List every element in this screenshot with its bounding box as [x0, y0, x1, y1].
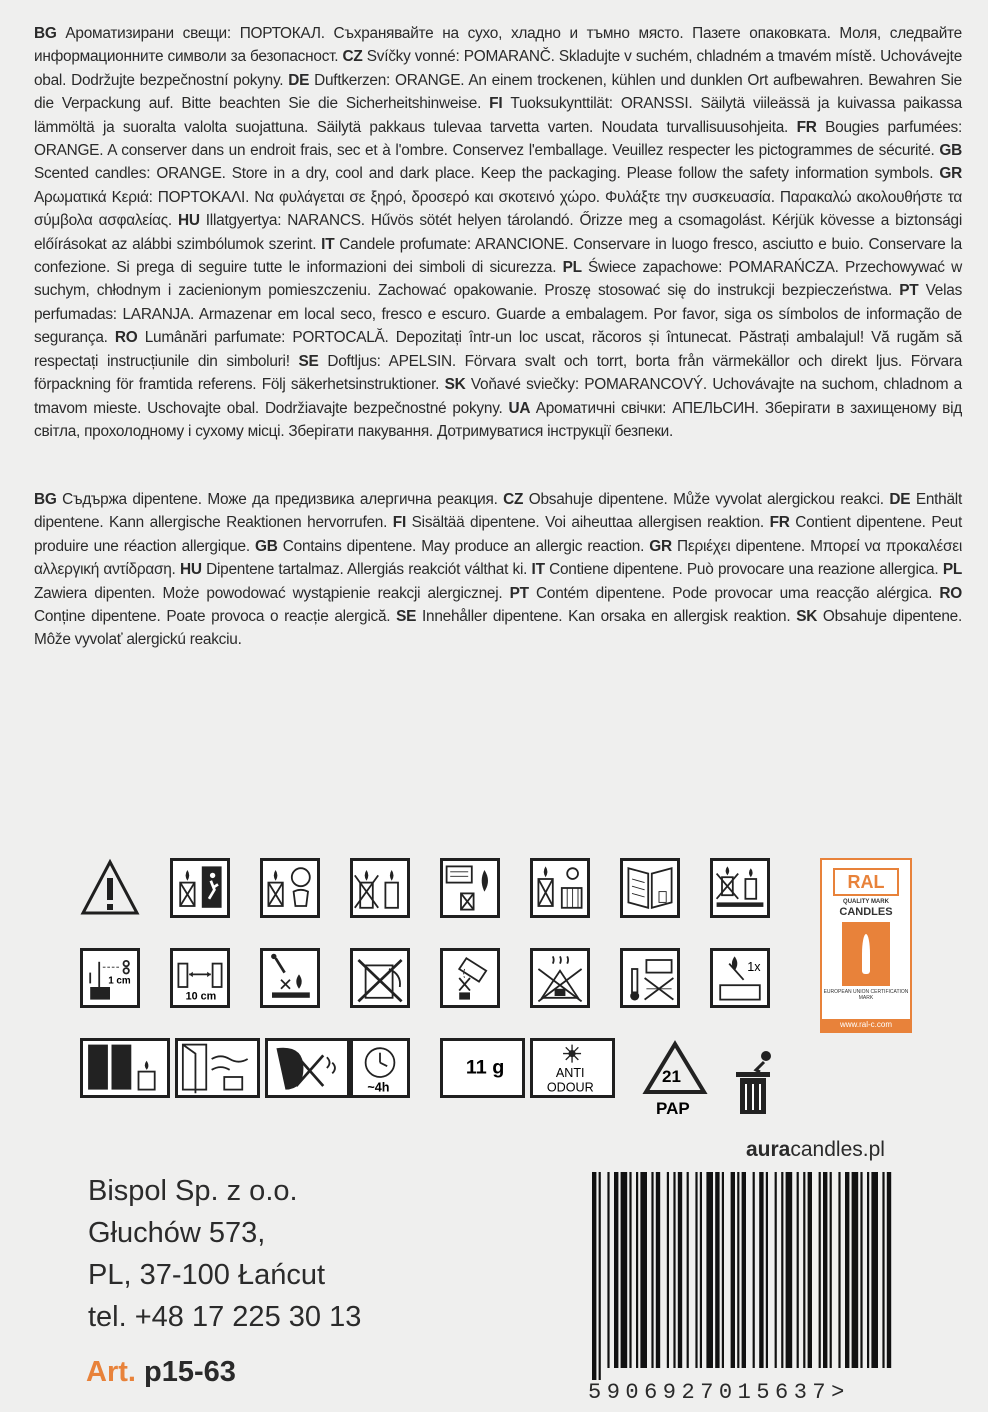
barcode-bar [599, 1172, 601, 1380]
lang-text: Doftljus: APELSIN. Förvara svalt och torrt, borta från värmekällor och direkt ljus. Förvara förpackning för framtida referens. Följ säkerhetsinstruktioner. [34, 352, 963, 394]
barcode-bar [731, 1172, 735, 1368]
lang-text: Contém dipentene. Pode provocar uma reacção alérgica. [536, 584, 940, 602]
no-candle-near-exit-icon [170, 858, 230, 918]
lang-text: Ароматичні свічки: АПЕЛЬСИН. Зберігати в захищеному від світла, прохолодному і сухому місці. Зберігати пакування. Дотримуватися інструкції безпеки. [34, 399, 962, 440]
barcode-bar [775, 1172, 777, 1368]
lang-code: PT [899, 282, 926, 300]
barcode-bar [753, 1172, 755, 1368]
lang-text: Conține dipentene. Poate provoca o reacție alergică. [34, 608, 397, 626]
barcode-bar [797, 1172, 799, 1368]
lang-code: RO [114, 329, 145, 347]
no-flammable-materials-icon [440, 858, 500, 918]
lang-code: SE [298, 352, 328, 370]
recycle-icon [640, 1038, 710, 1118]
candle-flame-icon [842, 922, 890, 986]
brand-website: auracandles.pl [746, 1138, 885, 1161]
company-address [88, 1170, 361, 1338]
do-not-extinguish-with-water-icon [440, 948, 500, 1008]
company-name: Bispol Sp. z o.o. [88, 1175, 298, 1207]
lang-code: HU [179, 561, 207, 579]
lang-code: HU [177, 212, 206, 230]
lang-code: GB [939, 142, 962, 160]
barcode-bar [673, 1172, 675, 1368]
lang-code: DE [889, 491, 916, 508]
trim-wick-once-icon [710, 948, 770, 1008]
lang-code: GR [649, 537, 678, 555]
weight-label: 11 g [465, 1056, 505, 1079]
barcode-bar [803, 1172, 805, 1368]
barcode-bar [678, 1172, 682, 1368]
barcode-bar [882, 1172, 884, 1368]
lang-text: Scented candles: ORANGE. Store in a dry, cool and dark place. Keep the packaging. Please follow the safety information symbols. [34, 165, 940, 183]
odour-label: ODOUR [546, 1080, 594, 1095]
ral-quality-text: QUALITY MARK [843, 899, 889, 905]
barcode-bar [781, 1172, 783, 1368]
no-candles-close-together-icon [350, 858, 410, 918]
barcode-bar [656, 1172, 660, 1368]
lang-code: UA [508, 399, 536, 417]
barcode-bar [830, 1172, 832, 1368]
lang-text: Bougies parfumées: ORANGE. A conserver dans un endroit frais, sec et à l'ombre. Conservez l'emballage. Veuillez respecter les pictogrammes de sécurité. [34, 118, 962, 160]
lang-code: RO [939, 584, 962, 602]
lang-code: DE [288, 71, 315, 89]
anti-label: ANTI [555, 1066, 585, 1080]
barcode-bar [706, 1172, 713, 1368]
company-city: PL, 37-100 Łańcut [88, 1259, 326, 1291]
barcode-number: 5906927015637> [588, 1380, 850, 1405]
lang-code: IT [321, 235, 340, 253]
lang-code: CZ [342, 48, 367, 66]
barcode-bar [607, 1172, 609, 1368]
barcode-bar [845, 1172, 849, 1368]
keep-away-from-children-icon [260, 858, 320, 918]
lang-code: GB [255, 537, 283, 555]
barcode-bar [687, 1172, 689, 1368]
barcode-bar [887, 1172, 891, 1368]
lang-text: Sisältää dipentene. Voi aiheuttaa allergisen reaktion. [411, 514, 770, 532]
ral-eu-text: EUROPEAN UNION CERTIFICATION MARK [823, 989, 909, 1001]
trim-wick-icon [80, 948, 140, 1008]
barcode-bar [871, 1172, 878, 1368]
lang-text: Περιέχει dipentene. Μπορεί να προκαλέσει αλλεργική αντίδραση. [34, 537, 962, 579]
lang-code: CZ [503, 491, 529, 508]
barcode-bar [759, 1172, 763, 1368]
dispose-in-bin-icon [730, 1048, 780, 1118]
lang-text: Αρωματικά Κεριά: ΠΟΡΤΟΚΑΛΙ. Να φυλάγεται σε ξηρό, δροσερό και σκοτεινό χώρο. Φυλάξτε την συσκευασία. Παρακαλώ ακολουθήστε τα σύμβολα ασφαλείας. [34, 188, 962, 230]
lang-code: SK [444, 376, 471, 394]
lang-code: BG [34, 25, 66, 42]
lang-code: IT [531, 561, 550, 579]
lang-text: Velas perfumadas: LARANJA. Armazenar em local seco, fresco e escuro. Guarde a embalagem. Por favor, siga os símbolos de informação de segurança. [34, 282, 963, 347]
barcode-bar [808, 1172, 812, 1368]
barcode-bar [614, 1172, 618, 1368]
barcode-bar [867, 1172, 869, 1368]
no-drafts-icon [80, 1038, 170, 1098]
ventilate-room-icon [175, 1038, 260, 1098]
lang-text: Enthält dipentene. Kann allergische Reaktionen hervorrufen. [34, 491, 962, 532]
do-not-inhale-smoke-icon [265, 1038, 350, 1098]
lang-text: Świece zapachowe: POMARAŃCZA. Przechowywać w suchym, chłodnym i zacienionym pomieszczeniu. Zachować opakowanie. Proszę stosować się do instrukcji bezpieczeństwa. [34, 259, 962, 300]
lang-text: Svíčky vonné: POMARANČ. Skladujte v suchém, chladném a tmavém místě. Uchovávejte obal. Dodržujte bezpečnostní pokyny. [34, 48, 963, 89]
lang-text: Dipentene tartalmaz. Allergiás reakciót válthat ki. [206, 561, 532, 579]
lang-code: SE [396, 608, 422, 626]
wick-length-label: 1 cm [108, 975, 131, 987]
barcode-bar [786, 1172, 793, 1368]
no-heat-source-icon [530, 858, 590, 918]
lang-text: Contient dipentene. Peut produire une réaction allergique. [34, 514, 962, 555]
barcode-bar [700, 1172, 702, 1368]
company-street: Głuchów 573, [88, 1217, 266, 1249]
barcode-bar [651, 1172, 653, 1368]
candle-distance-icon [170, 948, 230, 1008]
barcode-bar [766, 1172, 768, 1368]
lang-code: FI [392, 514, 412, 532]
temperature-warning-icon [620, 948, 680, 1008]
lang-code: FR [769, 514, 796, 532]
no-unstable-surface-icon [710, 858, 770, 918]
no-burning-in-closed-space-icon [530, 948, 590, 1008]
lang-code: PT [509, 584, 537, 602]
lang-code: GR [939, 165, 962, 183]
recycle-material: PAP [656, 1099, 690, 1118]
ral-header: RAL [833, 868, 899, 896]
lang-code: FR [796, 118, 826, 136]
lang-code: SK [796, 608, 823, 626]
barcode-bar [592, 1172, 596, 1380]
distance-label: 10 cm [185, 990, 217, 1003]
barcode-bar [860, 1172, 862, 1368]
barcode-bar [852, 1172, 859, 1368]
lang-text: Innehåller dipentene. Kan orsaka en allergisk reaktion. [421, 608, 797, 626]
read-instructions-icon [620, 858, 680, 918]
do-not-touch-burning-candle-icon [350, 948, 410, 1008]
ral-website: www.ral-c.com [822, 1019, 910, 1031]
lang-text: Contiene dipentene. Può provocare una reazione allergica. [549, 561, 943, 579]
ral-quality-mark [820, 858, 912, 1033]
barcode-bar [640, 1172, 647, 1368]
barcode-bar [695, 1172, 697, 1368]
lang-code: FI [489, 95, 511, 113]
barcode-bar [629, 1172, 631, 1368]
barcode-bar [636, 1172, 638, 1368]
safety-paragraph [34, 22, 962, 443]
barcode-bar [742, 1172, 746, 1368]
barcode-bar [819, 1172, 821, 1368]
recycle-number: 21 [662, 1067, 681, 1086]
lang-text: Lumânări parfumate: PORTOCALĂ. Depozitați într-un loc uscat, răcoros și întunecat. Păstrați ambalajul! Vă rugăm să respectați instrucțiunile din simboluri! [34, 329, 963, 370]
barcode-bar [715, 1172, 719, 1368]
lang-text: Contains dipentene. May produce an allergic reaction. [282, 537, 650, 555]
weight-icon [440, 1038, 525, 1098]
warning-icon [80, 858, 140, 918]
ral-candles-text: CANDLES [839, 906, 893, 918]
lang-text: Zawiera dipenten. Może powodować wystąpienie reakcji alergicznej. [34, 584, 510, 602]
barcode-bar [737, 1172, 739, 1368]
no-fire-near-candle-icon [260, 948, 320, 1008]
lang-code: BG [34, 491, 63, 508]
lang-text: Candele profumate: ARANCIONE. Conservare in luogo fresco, asciutto e buio. Conservare la confezione. Si prega di seguire tutte le informazioni dei simboli di sicurezza. [34, 235, 962, 277]
lang-text: Obsahuje dipentene. Môže vyvolať alergickú reakciu. [34, 608, 963, 649]
lang-code: PL [562, 259, 588, 277]
barcode-bar [823, 1172, 827, 1368]
lang-text: Tuoksukynttilät: ORANSSI. Säilytä viileässä ja kuivassa paikassa lämmöltä ja suoralta valolta suojattuna. Säilytä pakkaus tulevaa tarvetta varten. Noudata turvallisuusohjeita. [34, 95, 962, 136]
company-phone: tel. +48 17 225 30 13 [88, 1301, 362, 1333]
anti-odour-icon [530, 1038, 615, 1098]
burn-time-icon [350, 1038, 410, 1098]
barcode-bar [838, 1172, 840, 1368]
burn-time-label: ~4h [367, 1080, 390, 1095]
barcode-bar [667, 1172, 669, 1368]
lang-text: Obsahuje dipentene. Může vyvolat alergickou reakci. [528, 491, 890, 508]
allergen-paragraph [34, 488, 962, 652]
lang-text: Voňavé sviečky: POMARANCOVÝ. Uchovávajte na suchom, chladnom a tmavom mieste. Uschovajte obal. Dodržiavajte bezpečnostné pokyny. [34, 376, 962, 417]
lang-text: Ароматизирани свещи: ПОРТОКАЛ. Съхранявайте на сухо, хладно и тъмно място. Пазете опаковката. Моля, следвайте информационните символи за безопасност. [34, 25, 962, 66]
barcode-bar [621, 1172, 628, 1368]
barcode [588, 1172, 918, 1380]
lang-text: Duftkerzen: ORANGE. An einem trockenen, kühlen und dunklen Ort aufbewahren. Bewahren Sie die Verpackung auf. Bitte beachten Sie die Sicherheitshinweise. [34, 71, 962, 113]
lang-text: Illatgyertya: NARANCS. Hűvös sötét helyen tárolandó. Őrizze meg a csomagolást. Kérjük kövesse a biztonsági előírásokat az alábbi szimbólumok szerint. [34, 212, 962, 253]
barcode-bar [722, 1172, 724, 1368]
article-number: Art. p15-63 [86, 1356, 236, 1388]
lang-code: PL [942, 561, 962, 579]
trim-count-label: 1x [747, 959, 761, 974]
lang-text: Съдържа dipentene. Може да предизвика алергична реакция. [62, 491, 504, 508]
